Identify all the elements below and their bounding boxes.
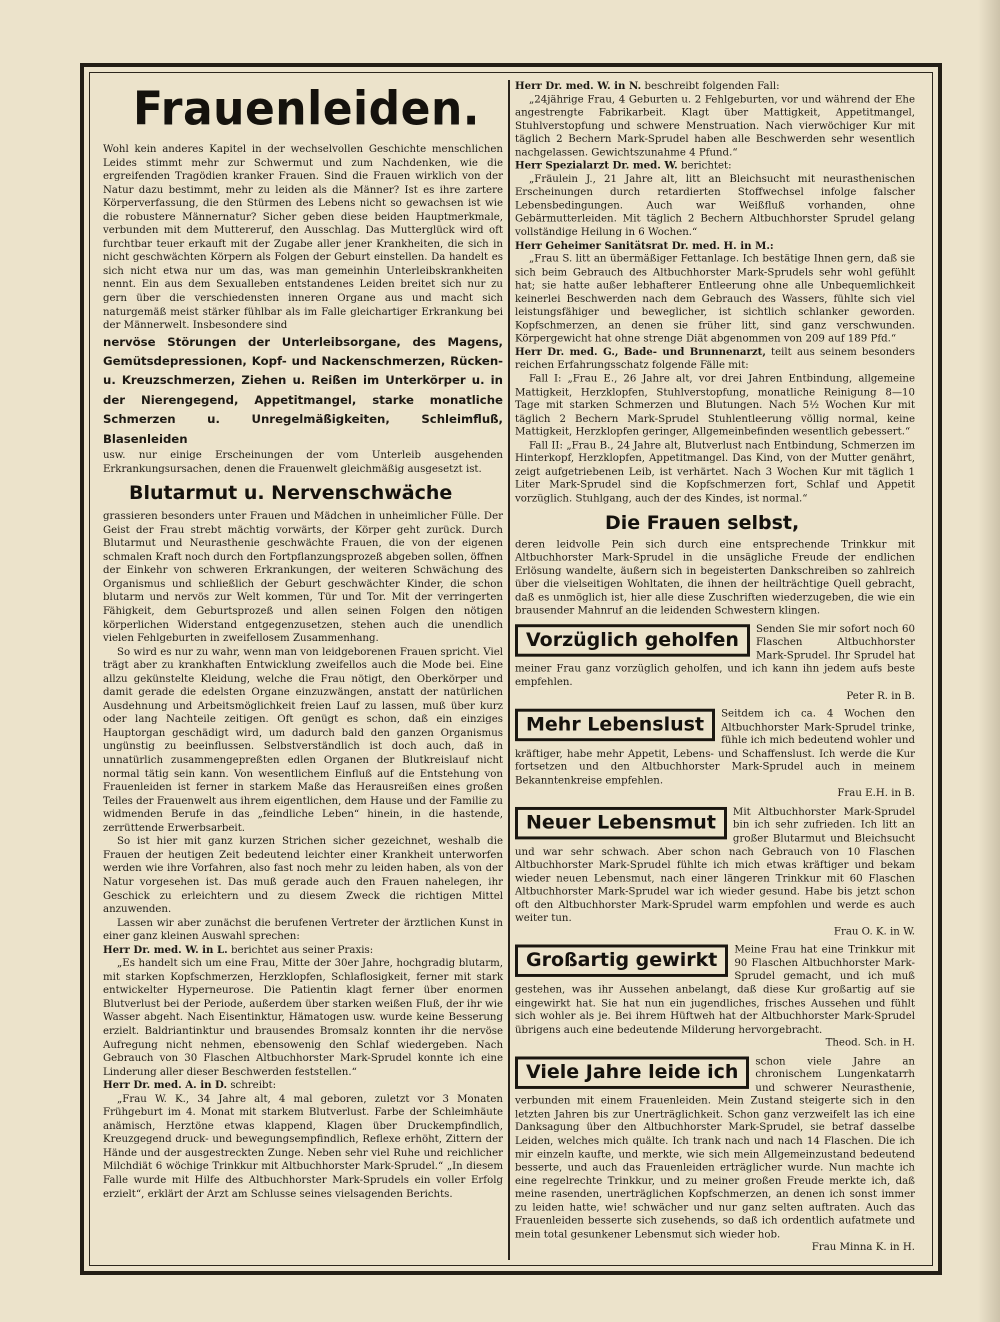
doctor-report-6: [515, 346, 915, 373]
doctor-lead: teilt aus seinem besonders reichen Erfahrungsschatz folgende Fälle mit:: [515, 347, 916, 372]
doctor-name: Herr Dr. med. A. in D.: [103, 1079, 228, 1092]
doctor-lead: berichtet:: [677, 160, 732, 172]
paragraph-3: So ist hier mit ganz kurzen Strichen sicher gezeichnet, weshalb die Frauen der heutigen Zeit bedeutend leichter einer Krankheit unterworfen werden wie ihre Vorfahren, also fast noch mehr zu leiden haben, als von der Natur vorgesehen ist. Das muß gerade auch den Frauen nahelegen, ihr Geschick zu erleichtern und zu diesem Zweck die richtigen Mittel anzuwenden.: [103, 836, 503, 916]
testimonial-4: [515, 944, 915, 1050]
doctor-name: Herr Dr. med. W. in L.: [103, 943, 228, 956]
page-edge-shadow: [978, 0, 1000, 1322]
testimonial-2-heading-box: Mehr Lebenslust: [515, 709, 715, 741]
doctor-report-4: [515, 160, 915, 173]
doctor-lead: schreibt:: [227, 1080, 277, 1092]
testimonial-2-signature: Frau E.H. in B.: [837, 788, 915, 800]
right-column: [515, 80, 915, 1255]
testimonial-1: [515, 623, 915, 703]
doctor-report-2-text: „Frau W. K., 34 Jahre alt, 4 mal geboren, zuletzt vor 3 Monaten Frühgeburt im 4. Monat mit starkem Blutverlust. Farbe der Schleimhäute anämisch, Herztöne etwas klappend, Klagen über Druckempfindlich, Kreuzgegend druck- und bewegungsempfindlich, Reflexe erhöht, Zittern der Hände und der ausgestreckten Zunge. Neben sehr viel Ruhe und reichlicher Milchdiät 6 wöchige Trinkkur mit Altbuchhorster Mark-Sprudel.“ „In diesem Falle wurde mit Hilfe des Altbuchhorster Mark-Sprudels ein voller Erfolg erzielt“, erklärt der Arzt am Schlusse seines vielsagenden Berichts.: [103, 1093, 503, 1200]
symptoms-list: nervöse Störungen der Unterleibsorgane, des Magens, Gemütsdepressionen, Kopf- und Nackenschmerzen, Rücken- u. Kreuzschmerzen, Ziehen u. Reißen im Unterkörper u. in der Nierengegend, Appetitmangel, starke monatliche Schmerzen u. Unregelmäßigkeiten, Schleimfluß, Blasenleiden: [103, 334, 503, 446]
testimonial-5-heading-box: Viele Jahre leide ich: [515, 1056, 749, 1088]
testimonial-3-heading-box: Neuer Lebensmut: [515, 807, 727, 839]
doctor-report-3-text: „24jährige Frau, 4 Geburten u. 2 Fehlgeburten, vor und während der Ehe angestrengte Fabrikarbeit. Klagt über Mattigkeit, Appetitmangel, Stuhlverstopfung und schwere Menstruation. Nach vierwöchiger Kur mit täglich 2 Bechern Mark-Sprudel haben alle Beschwerden sehr wesentlich nachgelassen. Gewichtszunahme 4 Pfund.“: [515, 94, 915, 159]
doctor-name: Herr Spezialarzt Dr. med. W.: [515, 159, 678, 172]
subheading-blutarmut: Blutarmut u. Nervenschwäche: [129, 482, 453, 505]
subheading-frauen-selbst: Die Frauen selbst,: [605, 511, 800, 534]
testimonial-2: [515, 708, 915, 801]
column-divider: [508, 80, 510, 1260]
symptoms-followup: usw. nur einige Erscheinungen der vom Unterleib ausgehenden Erkrankungsursachen, denen die Frauenwelt gleichmäßig ausgesetzt ist.: [103, 450, 503, 475]
doctor-lead: beschreibt folgenden Fall:: [641, 80, 780, 92]
page-title: Frauenleiden.: [133, 82, 481, 137]
doctor-name: Herr Dr. med. G., Bade- und Brunnenarzt,: [515, 346, 766, 358]
testimonial-2-text: Seitdem ich ca. 4 Wochen den Altbuchhorster Mark-Sprudel trinke, fühle ich mich bedeutend wohler und kräftiger, habe mehr Appetit, Lebens- und Schaffenslust. Ich werde die Kur fortsetzen und den Altbuchhorster Mark-Sprudel auch in meinem Bekanntenkreise empfehlen.: [515, 708, 915, 787]
case-1: Fall I: „Frau E., 26 Jahre alt, vor drei Jahren Entbindung, allgemeine Mattigkeit, Herzklopfen, Stuhlverstopfung, monatliche Reinigung 8—10 Tage mit starken Schmerzen und Blutungen. Nach 5½ Wochen Kur mit täglich 2 Bechern Mark-Sprudel Stuhlentleerung völlig normal, keine Mattigkeit, Herzklopfen geringer, Allgemeinbefinden wesentlich gebessert.“: [515, 373, 915, 438]
doctor-report-5: Herr Geheimer Sanitätsrat Dr. med. H. in M.:: [515, 239, 774, 252]
testimonial-1-heading-box: Vorzüglich geholfen: [515, 624, 750, 656]
testimonial-4-signature: Theod. Sch. in H.: [825, 1038, 915, 1049]
testimonial-5-signature: Frau Minna K. in H.: [811, 1242, 915, 1254]
doctor-report-1: [103, 944, 503, 958]
doctor-report-5-text: „Frau S. litt an übermäßiger Fettanlage. Ich bestätige Ihnen gern, daß sie sich beim Gebrauch des Altbuchhorster Mark-Sprudels sehr wohl gefühlt hat; sie hatte außer lebhafterer Entleerung ohne alle Unbequemlichkeit keinerlei Beschwerden nach dem Gebrauch des Wassers, fühlte sich viel leistungsfähiger und beweglicher, ist sichtlich schlanker geworden. Kopfschmerzen, an denen sie früher litt, sind ganz verschwunden. Körpergewicht hat ohne strenge Diät abgenommen von 209 auf 189 Pfd.“: [515, 253, 915, 345]
testimonial-1-signature: Peter R. in B.: [846, 690, 915, 702]
doctor-report-2: [103, 1079, 503, 1093]
case-2: Fall II: „Frau B., 24 Jahre alt, Blutverlust nach Entbindung, Schmerzen im Hinterkopf, Herzklopfen, Appetitmangel. Das Kind, von der Mutter genährt, zeigt aufgetriebenen Leib, ist verhärtet. Nach 3 Wochen Kur mit täglich 1 Liter Mark-Sprudel sind die Kopfschmerzen fort, Schlaf und Appetit vorzüglich. Stuhlgang, auch der des Kindes, ist normal.“: [515, 440, 915, 505]
doctor-name: Herr Dr. med. W. in N.: [515, 80, 642, 92]
testimonial-3-signature: Frau O. K. in W.: [833, 926, 915, 938]
testimonial-5: [515, 1055, 915, 1255]
doctor-report-3: [515, 80, 915, 93]
testimonial-3-text: Mit Altbuchhorster Mark-Sprudel bin ich sehr zufrieden. Ich litt an großer Blutarmut und Bleichsucht und war sehr schwach. Aber schon nach Gebrauch von 10 Flaschen Altbuchhorster Mark-Sprudel fühlte ich mich etwas kräftiger und bekam wieder neuen Lebensmut, nach einer längeren Trinkkur mit 60 Flaschen Altbuchhorster Mark-Sprudel war ich wieder gesund. Habe bis jetzt schon oft den Altbuchhorster Mark-Sprudel warm empfohlen und werde es auch weiter tun.: [515, 806, 915, 925]
paragraph-4: Lassen wir aber zunächst die berufenen Vertreter der ärztlichen Kunst in einer ganz kleinen Auswahl sprechen:: [103, 917, 503, 943]
testimonials-intro: deren leidvolle Pein sich durch eine entsprechende Trinkkur mit Altbuchhorster Mark-Sprudel in die unsägliche Freude der endlichen Erlösung wandelte, äußern sich in begeisterten Dankschreiben so zahlreich über die vielseitigen Wohltaten, die ihnen der heilträchtige Quell gebracht, daß es unmöglich ist, hier alle diese Zuschriften wiederzugeben, die wie ein brausender Mahnruf an die leidenden Schwestern klingen.: [515, 539, 915, 617]
testimonial-3: [515, 806, 915, 939]
testimonial-4-heading-box: Großartig gewirkt: [515, 945, 728, 977]
intro-paragraph: Wohl kein anderes Kapitel in der wechselvollen Geschichte menschlichen Leides stimmt mehr zur Schwermut und zum Nachdenken, wie die ergreifenden Tragödien kranker Frauen. Sind die Frauen wirklich von der Natur dazu bestimmt, mehr zu leiden als die Männer? Ist es ihre zartere Körperverfassung, die den Stürmen des Lebens nicht so gewachsen ist wie die robustere Männernatur? Sicher geben diese beiden Hauptmerkmale, verbunden mit dem Muttereruf, den Ausschlag. Das Mutterglück wird oft furchtbar teuer erkauft mit der Zugabe aller jener Krankheiten, die sich in nicht geschwächten Körpern als Folgen der Geburt einstellen. Da handelt es sich nicht etwa nur um das, was man gemeinhin Unterleibskrankheiten nennt. Ein aus dem Sexualleben entstandenes Leiden breitet sich nur zu gern über die verschiedensten inneren Organe aus und macht sich naturgemäß meist stärker fühlbar als im Falle gleichartiger Erkrankung bei der Männerwelt. Insbesondere sind: [103, 144, 503, 332]
testimonial-5-text: schon viele Jahre an chronischem Lungenkatarrh und schwerer Neurasthenie, verbunden mit einem Frauenleiden. Mein Zustand steigerte sich in den letzten Jahren bis zur Unerträglichkeit. Schon ganz verzweifelt las ich eine Danksagung über den Altbuchhorster Mark-Sprudel, sie betraf dasselbe Leiden, welches mich quälte. Ich trank nach und nach 14 Flaschen. Die ich mir einzeln kaufte, und merkte, wie sich mein Allgemeinzustand bedeutend besserte, und auch das Frauenleiden erträglicher wurde. Nun machte ich eine regelrechte Trinkkur, und zu meiner großen Freude merkte ich, daß meine rasenden, unerträglichen Kopfschmerzen, an denen ich sonst immer zu leiden hatte, wie! schwächer und nur ganz selten auftraten. Auch das Frauenleiden besserte sich zusehends, so daß ich ordentlich aufatmete und mein total gesunkener Lebensmut sich wieder hob.: [515, 1056, 915, 1241]
testimonial-4-text: Meine Frau hat eine Trinkkur mit 90 Flaschen Altbuchhorster Mark-Sprudel gemacht, und ich muß gestehen, was ihr Aussehen anbelangt, daß diese Kur großartig auf sie eingewirkt hat. Sie hat nun ein jugendliches, frisches Aussehen und fühlt sich wohler als je. Bei ihrem Hüftweh hat der Altbuchhorster Mark-Sprudel übrigens auch eine bedeutende Milderung hervorgebracht.: [515, 944, 915, 1036]
doctor-report-4-text: „Fräulein J., 21 Jahre alt, litt an Bleichsucht mit neurasthenischen Erscheinungen durch retardierten Stoffwechsel infolge falscher Lebensbedingungen. Auch war Weißfluß vorhanden, ohne Gebärmutterleiden. Mit täglich 2 Bechern Altbuchhorster Sprudel gelang vollständige Heilung in 6 Wochen.“: [515, 174, 915, 239]
testimonial-1-text: Senden Sie mir sofort noch 60 Flaschen Altbuchhorster Mark-Sprudel. Ihr Sprudel hat meiner Frau ganz vorzüglich geholfen, und ich kann ihn jedem aufs beste empfehlen.: [515, 624, 915, 689]
paragraph-2: So wird es nur zu wahr, wenn man von leidgeborenen Frauen spricht. Viel trägt aber zu krankhaften Entwicklung zweifellos auch die Mode bei. Eine allzu gekünstelte Kleidung, welche die Frau nötigt, den Oberkörper und damit gerade die edelsten Organe einzuzwängen, anstatt der natürlichen Ausdehnung und Arbeitsmöglichkeit freien Lauf zu lassen, muß über kurz oder lang Nachteile zeitigen. Oft genügt es schon, daß ein einziges Hauptorgan geschädigt wird, um dadurch bald den ganzen Organismus ungünstig zu beeinflussen. Selbstverständlich ist doch auch, daß in unnatürlich zusammengepreßten edlen Organen der Blutkreislauf nicht normal tätig sein kann. Von wesentlichem Einfluß auf die Entstehung von Frauenleiden ist ferner in starkem Maße das Herausreißen eines großen Teiles der Frauenwelt aus ihrem eigentlichen, dem Hause und der Familie zu widmenden Berufe in das „feindliche Leben“ hinein, in die hastende, zerrüttende Erwerbsarbeit.: [103, 646, 503, 834]
doctor-report-1-text: „Es handelt sich um eine Frau, Mitte der 30er Jahre, hochgradig blutarm, mit starken Kopfschmerzen, Herzklopfen, Schlaflosigkeit, ferner mit stark entwickelter Hyperneurose. Die Patientin klagt ferner über enormen Blutverlust bei der Periode, außerdem über starken weißen Fluß, der ihr wie Wasser abgeht. Nach Eisentinktur, Hämatogen usw. wurde keine Besserung erzielt. Baldriantinktur und brausendes Bromsalz konnten ihr die nervöse Aufregung nicht nehmen, ebensowenig den Schlaf wiedergeben. Nach Gebrauch von 30 Flaschen Altbuchhorster Mark-Sprudel konnte ich eine Linderung aller dieser Beschwerden feststellen.“: [103, 958, 503, 1078]
doctor-lead: berichtet aus seiner Praxis:: [227, 944, 374, 956]
left-column: [103, 80, 503, 1201]
paragraph-1: grassieren besonders unter Frauen und Mädchen in unheimlicher Fülle. Der Geist der Frau strebt mächtig vorwärts, der Körper geht zurück. Durch Blutarmut und Neurasthenie geschwächte Frauen, die von der eigenen schmalen Kraft noch durch den Fortpflanzungsprozeß abgeben sollen, öffnen der Einkehr von schweren Erkrankungen, der weiteren Schwächung des Organismus und schließlich der Geburt geschwächter Kinder, die schon blutarm und nervös zur Welt kommen, Tür und Tor. Mit der verringerten Fähigkeit, dem Geburtsprozeß und allen seinen Folgen den nötigen körperlichen Widerstand entgegenzusetzen, stehen auch die unendlich vielen Fehlgeburten in zweifellosem Zusammenhang.: [103, 511, 503, 645]
